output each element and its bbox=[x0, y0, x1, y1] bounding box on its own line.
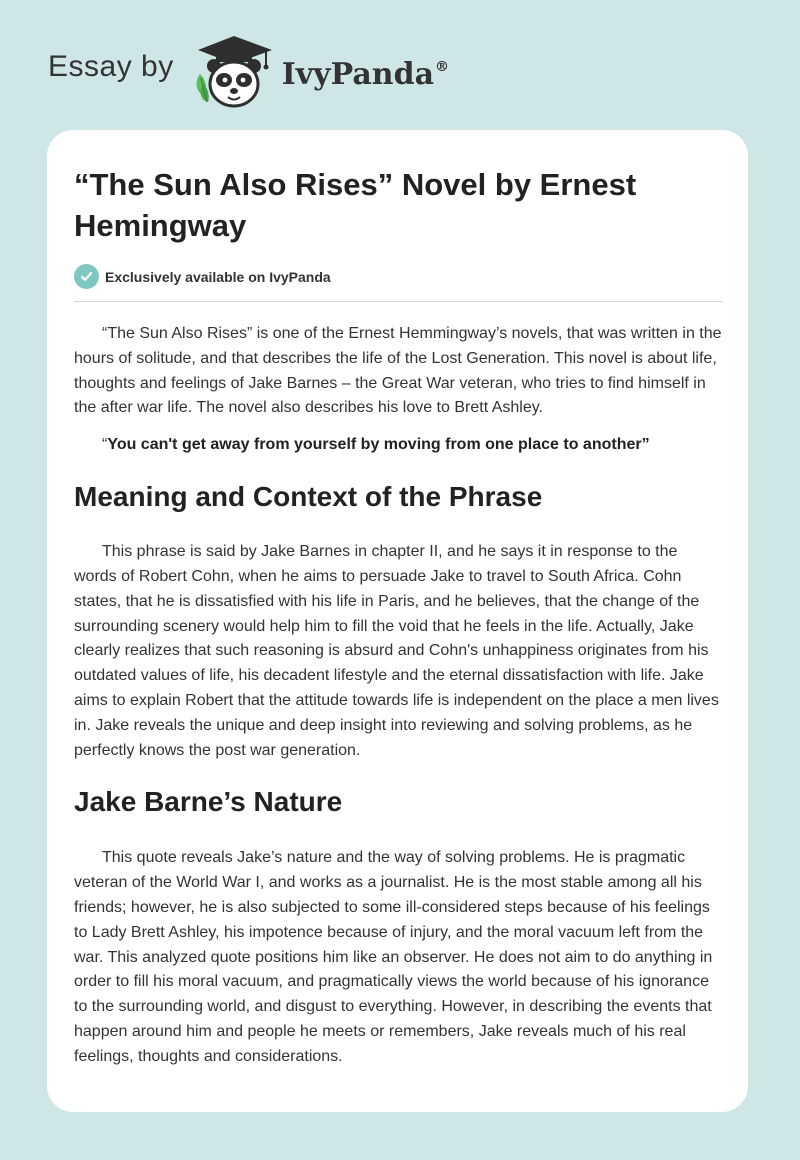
pull-quote-text: You can't get away from yourself by moving from one place to another” bbox=[107, 436, 650, 454]
section-paragraph: This quote reveals Jake’s nature and the way of solving problems. He is pragmatic veteran of the World War I, and works as a journalist. He is the most stable among all his friends; however, he is also subjected to some ill-considered steps because of his feelings to Lady Brett Ashley, his impotence because of injury, and the moral vacuum left from the war. This analyzed quote positions him like an observer. He does not aim to do anything in order to fill his moral vacuum, and pragmatically views the world because of his ignorance to the surrounding world, and disgust to everything. However, in describing the events that happen around him and people he meets or remembers, Jake reveals much of his real feelings, thoughts and considerations. bbox=[74, 849, 713, 1065]
site-header bbox=[48, 34, 449, 110]
section-heading: Meaning and Context of the Phrase bbox=[74, 481, 543, 513]
check-icon bbox=[74, 264, 99, 289]
pull-quote: “You can't get away from yourself by moving from one place to another” bbox=[102, 436, 650, 454]
panda-graduate-icon[interactable] bbox=[192, 34, 276, 110]
brand-prefix: Essay by bbox=[48, 50, 174, 83]
section-heading: Jake Barne’s Nature bbox=[74, 786, 343, 818]
exclusive-badge bbox=[74, 264, 722, 289]
page-title: “The Sun Also Rises” Novel by Ernest Hemingway bbox=[74, 167, 637, 243]
exclusive-label: Exclusively available on IvyPanda bbox=[105, 268, 331, 285]
intro-paragraph: “The Sun Also Rises” is one of the Ernest Hemmingway’s novels, that was written in the hours of solitude, and that describes the life of the Lost Generation. This novel is about life, thoughts and feelings of Jake Barnes – the Great War veteran, who tries to find himself in the after war life. The novel also describes his love to Brett Ashley. bbox=[74, 325, 722, 417]
essay-card bbox=[47, 130, 748, 1112]
brand-name[interactable]: IvyPanda® bbox=[281, 56, 450, 92]
divider bbox=[74, 301, 722, 302]
section-paragraph: This phrase is said by Jake Barnes in chapter II, and he says it in response to the words of Robert Cohn, when he aims to persuade Jake to travel to South Africa. Cohn states, that he is dissatisfied with his life in Paris, and he believes, that the change of the surrounding scenery would help him to fill the void that he feels in the life. Actually, Jake clearly realizes that such reasoning is absurd and Cohn's unhappiness originates from his outdated values of life, his decadent lifestyle and the eternal dissatisfaction with life. Jake aims to explain Robert that the attitude towards life is independent on the place a men lives in. Jake reveals the unique and deep insight into reviewing and solving problems, as he perfectly knows the post war generation. bbox=[74, 543, 719, 759]
